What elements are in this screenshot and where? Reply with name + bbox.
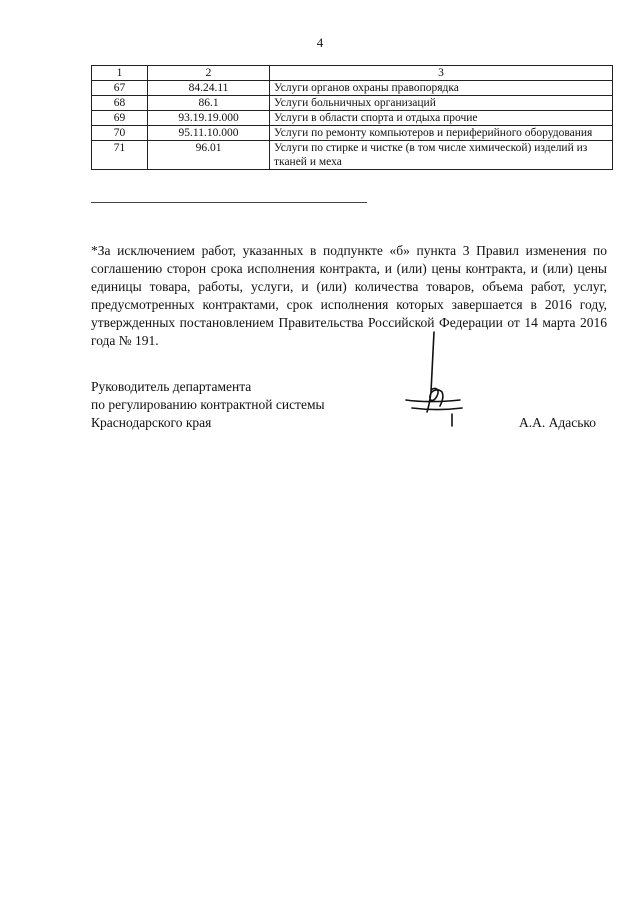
service-name-cell: Услуги по ремонту компьютеров и периферийного оборудования xyxy=(270,126,613,141)
code-cell: 96.01 xyxy=(148,141,270,170)
code-cell: 95.11.10.000 xyxy=(148,126,270,141)
row-number-cell: 70 xyxy=(92,126,148,141)
table-row xyxy=(92,141,613,170)
signer-position-line: Руководитель департамента xyxy=(91,379,252,394)
table-row xyxy=(92,96,613,111)
service-name-cell: Услуги органов охраны правопорядка xyxy=(270,81,613,96)
service-name-cell: Услуги в области спорта и отдыха прочие xyxy=(270,111,613,126)
page-number: 4 xyxy=(316,35,324,50)
table-row xyxy=(92,81,613,96)
table-row xyxy=(92,111,613,126)
code-cell: 93.19.19.000 xyxy=(148,111,270,126)
row-number-cell: 71 xyxy=(92,141,148,170)
table-row xyxy=(92,126,613,141)
table-header-cell: 3 xyxy=(270,66,613,81)
service-name-cell: Услуги по стирке и чистке (в том числе химической) изделий из тканей и меха xyxy=(270,141,613,170)
row-number-cell: 68 xyxy=(92,96,148,111)
service-name-cell: Услуги больничных организаций xyxy=(270,96,613,111)
handwritten-signature xyxy=(400,330,490,430)
signer-position-line: по регулированию контрактной системы xyxy=(91,397,325,412)
services-table xyxy=(91,65,613,170)
code-cell: 86.1 xyxy=(148,96,270,111)
table-header-cell: 1 xyxy=(92,66,148,81)
signature-block xyxy=(91,378,325,432)
table-header-row xyxy=(92,66,613,81)
table-header-cell: 2 xyxy=(148,66,270,81)
row-number-cell: 67 xyxy=(92,81,148,96)
footnote-text: *За исключением работ, указанных в подпункте «б» пункта 3 Правил изменения по соглашению сторон срока исполнения контракта, и (или) цены контракта, и (или) цены единицы товара, работы, услуги, и (или) количества товаров, объема работ, услуг, предусмотренных контрактами, срок исполнения которых завершается в 2016 году, утвержденных постановлением Правительства Российской Федерации от 14 марта 2016 года № 191. xyxy=(91,242,607,348)
code-cell: 84.24.11 xyxy=(148,81,270,96)
footnote-divider xyxy=(91,202,367,203)
signer-name: А.А. Адасько xyxy=(519,415,597,430)
signer-position-line: Краснодарского края xyxy=(91,415,212,430)
row-number-cell: 69 xyxy=(92,111,148,126)
